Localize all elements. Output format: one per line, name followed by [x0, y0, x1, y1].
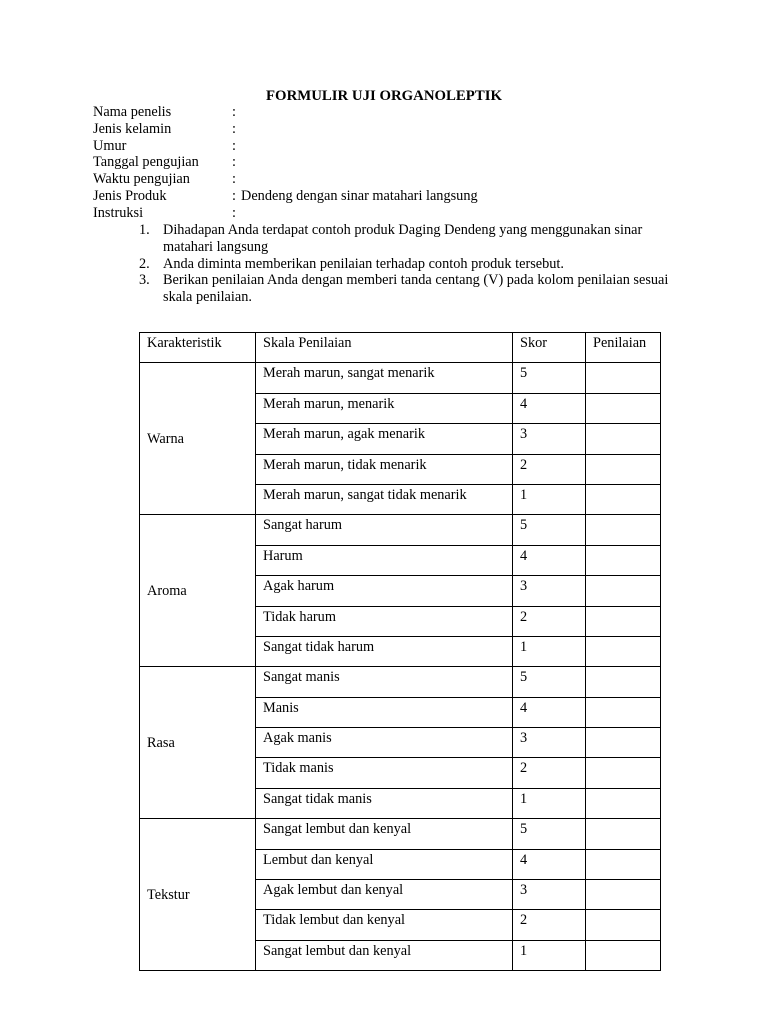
instruction-text: Berikan penilaian Anda dengan memberi tanda centang (V) pada kolom penilaian sesuai skala penilaian.: [163, 272, 669, 306]
field-label: Jenis Produk: [93, 187, 167, 204]
score-cell: 5: [513, 363, 586, 393]
score-cell: 2: [513, 910, 586, 940]
scale-cell: Agak harum: [256, 576, 513, 606]
score-cell: 5: [513, 819, 586, 849]
score-cell: 3: [513, 424, 586, 454]
rating-input-cell[interactable]: [586, 728, 661, 758]
score-cell: 1: [513, 484, 586, 514]
table-row: [140, 667, 661, 697]
scale-cell: Sangat tidak manis: [256, 788, 513, 818]
rating-input-cell[interactable]: [586, 910, 661, 940]
header-penilaian: Penilaian: [586, 333, 661, 363]
document-title: FORMULIR UJI ORGANOLEPTIK: [266, 88, 502, 104]
score-cell: 4: [513, 545, 586, 575]
score-cell: 4: [513, 697, 586, 727]
rating-input-cell[interactable]: [586, 819, 661, 849]
scale-cell: Sangat lembut dan kenyal: [256, 940, 513, 970]
characteristic-cell: Warna: [140, 363, 256, 515]
rating-input-cell[interactable]: [586, 484, 661, 514]
header-skala-penilaian: Skala Penilaian: [256, 333, 513, 363]
rating-input-cell[interactable]: [586, 454, 661, 484]
rating-input-cell[interactable]: [586, 697, 661, 727]
field-colon: :: [232, 171, 236, 188]
scale-cell: Merah marun, menarik: [256, 393, 513, 423]
score-cell: 1: [513, 940, 586, 970]
field-value: Dendeng dengan sinar matahari langsung: [241, 187, 478, 204]
table-row: [140, 819, 661, 849]
rating-table: [139, 332, 661, 971]
characteristic-cell: Aroma: [140, 515, 256, 667]
field-label: Nama penelis: [93, 104, 172, 120]
scale-cell: Tidak manis: [256, 758, 513, 788]
instruction-number: 3.: [139, 272, 150, 289]
instruction-text: Anda diminta memberikan penilaian terhadap contoh produk tersebut.: [163, 255, 564, 272]
scale-cell: Merah marun, sangat tidak menarik: [256, 484, 513, 514]
rating-input-cell[interactable]: [586, 576, 661, 606]
characteristic-cell: Rasa: [140, 667, 256, 819]
header-karakteristik: Karakteristik: [140, 333, 256, 363]
field-row-jenis-produk: [93, 188, 693, 205]
scale-cell: Lembut dan kenyal: [256, 849, 513, 879]
form-fields: [93, 104, 693, 222]
header-skor: Skor: [513, 333, 586, 363]
field-colon: :: [232, 104, 236, 120]
rating-input-cell[interactable]: [586, 849, 661, 879]
field-label: Waktu pengujian: [93, 171, 190, 188]
field-colon: :: [232, 154, 236, 171]
scale-cell: Sangat manis: [256, 667, 513, 697]
scale-cell: Sangat lembut dan kenyal: [256, 819, 513, 849]
score-cell: 2: [513, 454, 586, 484]
table-row: [140, 515, 661, 545]
score-cell: 3: [513, 880, 586, 910]
table-header-row: [140, 333, 661, 363]
score-cell: 2: [513, 758, 586, 788]
rating-input-cell[interactable]: [586, 880, 661, 910]
rating-input-cell[interactable]: [586, 393, 661, 423]
field-value: [240, 104, 241, 121]
instruction-text: Dihadapan Anda terdapat contoh produk Daging Dendeng yang menggunakan sinar matahari langsung: [163, 222, 643, 255]
score-cell: 1: [513, 788, 586, 818]
scale-cell: Tidak harum: [256, 606, 513, 636]
field-colon: :: [232, 187, 236, 204]
rating-input-cell[interactable]: [586, 788, 661, 818]
score-cell: 5: [513, 667, 586, 697]
score-cell: 1: [513, 636, 586, 666]
rating-input-cell[interactable]: [586, 606, 661, 636]
instruction-list: [139, 222, 699, 306]
field-colon: :: [232, 137, 236, 154]
scale-cell: Agak manis: [256, 728, 513, 758]
field-row-waktu-pengujian: [93, 171, 693, 188]
field-value: [240, 154, 241, 171]
rating-input-cell[interactable]: [586, 424, 661, 454]
scale-cell: Manis: [256, 697, 513, 727]
scale-cell: Merah marun, tidak menarik: [256, 454, 513, 484]
field-colon: :: [232, 204, 236, 221]
scale-cell: Harum: [256, 545, 513, 575]
field-row-jenis-kelamin: [93, 121, 693, 138]
field-row-umur: [93, 138, 693, 155]
instruction-number: 1.: [139, 222, 150, 238]
score-cell: 3: [513, 576, 586, 606]
field-row-tanggal-pengujian: [93, 154, 693, 171]
characteristic-cell: Tekstur: [140, 819, 256, 971]
scale-cell: Sangat harum: [256, 515, 513, 545]
scale-cell: Merah marun, sangat menarik: [256, 363, 513, 393]
score-cell: 2: [513, 606, 586, 636]
scale-cell: Sangat tidak harum: [256, 636, 513, 666]
instruction-item: [139, 272, 699, 306]
score-cell: 5: [513, 515, 586, 545]
instruction-item: [139, 222, 699, 256]
rating-input-cell[interactable]: [586, 667, 661, 697]
field-value: [240, 121, 241, 138]
rating-input-cell[interactable]: [586, 636, 661, 666]
field-row-instruksi: [93, 205, 693, 222]
field-value: [240, 205, 241, 222]
scale-cell: Agak lembut dan kenyal: [256, 880, 513, 910]
field-value: [240, 138, 241, 155]
table-row: [140, 363, 661, 393]
instruction-item: [139, 256, 699, 273]
score-cell: 4: [513, 849, 586, 879]
scale-cell: Merah marun, agak menarik: [256, 424, 513, 454]
field-label: Jenis kelamin: [93, 120, 172, 137]
rating-input-cell[interactable]: [586, 545, 661, 575]
rating-input-cell[interactable]: [586, 515, 661, 545]
field-value: [240, 171, 241, 188]
rating-input-cell[interactable]: [586, 363, 661, 393]
scale-cell: Tidak lembut dan kenyal: [256, 910, 513, 940]
field-label: Umur: [93, 137, 127, 154]
rating-input-cell[interactable]: [586, 758, 661, 788]
field-label: Tanggal pengujian: [93, 154, 199, 171]
field-row-nama-penelis: [93, 104, 693, 121]
field-label: Instruksi: [93, 204, 144, 221]
instruction-number: 2.: [139, 255, 150, 272]
score-cell: 3: [513, 728, 586, 758]
score-cell: 4: [513, 393, 586, 423]
field-colon: :: [232, 120, 236, 137]
rating-input-cell[interactable]: [586, 940, 661, 970]
